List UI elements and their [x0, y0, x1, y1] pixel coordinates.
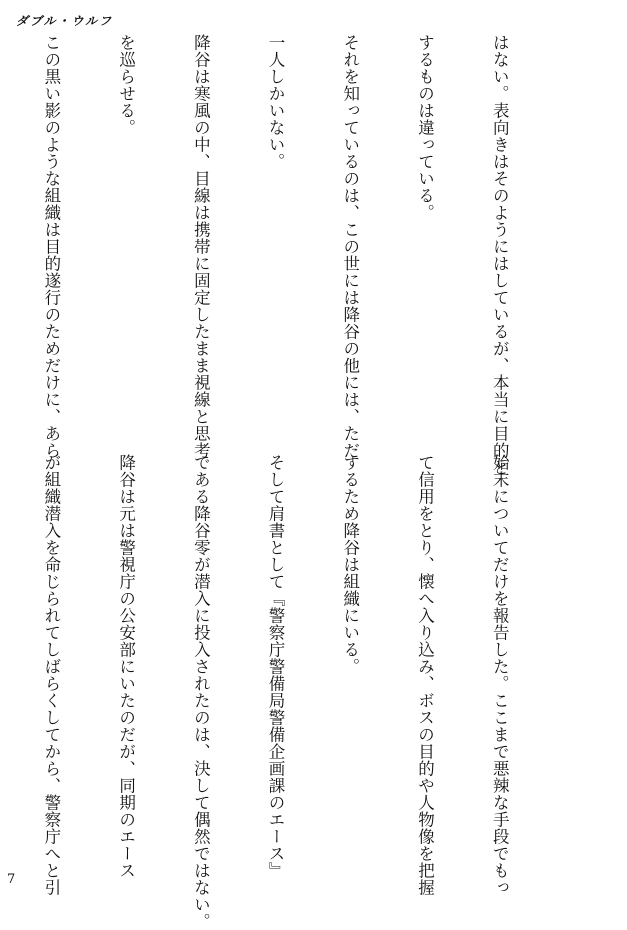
text-line: それを知っているのは、この世には降谷の他には、ただ: [340, 34, 360, 459]
text-line: が組織潜入を命じられてしばらくしてから、警察庁へと引: [41, 454, 61, 896]
text-line: を巡らせる。: [116, 34, 136, 136]
text-line: 一人しかいない。: [266, 34, 286, 170]
text-line: である降谷零が潜入に投入されたのは、決して偶然ではない。: [191, 454, 211, 930]
text-line: するため降谷は組織にいる。: [340, 454, 360, 675]
text-line: はない。表向きはそのようにはしているが、本当に目的と: [490, 34, 510, 476]
text-line: 始末についてだけを報告した。ここまで悪辣な手段でもっ: [490, 454, 510, 896]
text-line: するものは違っている。: [415, 34, 435, 221]
text-line: そして肩書として『警察庁警備局警備企画課のエース』: [266, 454, 286, 879]
text-column-bottom: [1, 454, 561, 930]
text-line: て信用をとり、懐へ入り込み、ボスの目的や人物像を把握: [415, 454, 435, 896]
text-column-top: [1, 34, 561, 476]
running-header: ダブル・ウルフ: [16, 14, 114, 28]
text-line: この黒い影のような組織は目的遂行のためだけに、あら: [41, 34, 61, 459]
text-line: 降谷は寒風の中、目線は携帯に固定したまま視線と思考: [191, 34, 211, 459]
page-number: 7: [7, 872, 16, 887]
text-line: 降谷は元は警視庁の公安部にいたのだが、同期のエース: [116, 454, 136, 879]
